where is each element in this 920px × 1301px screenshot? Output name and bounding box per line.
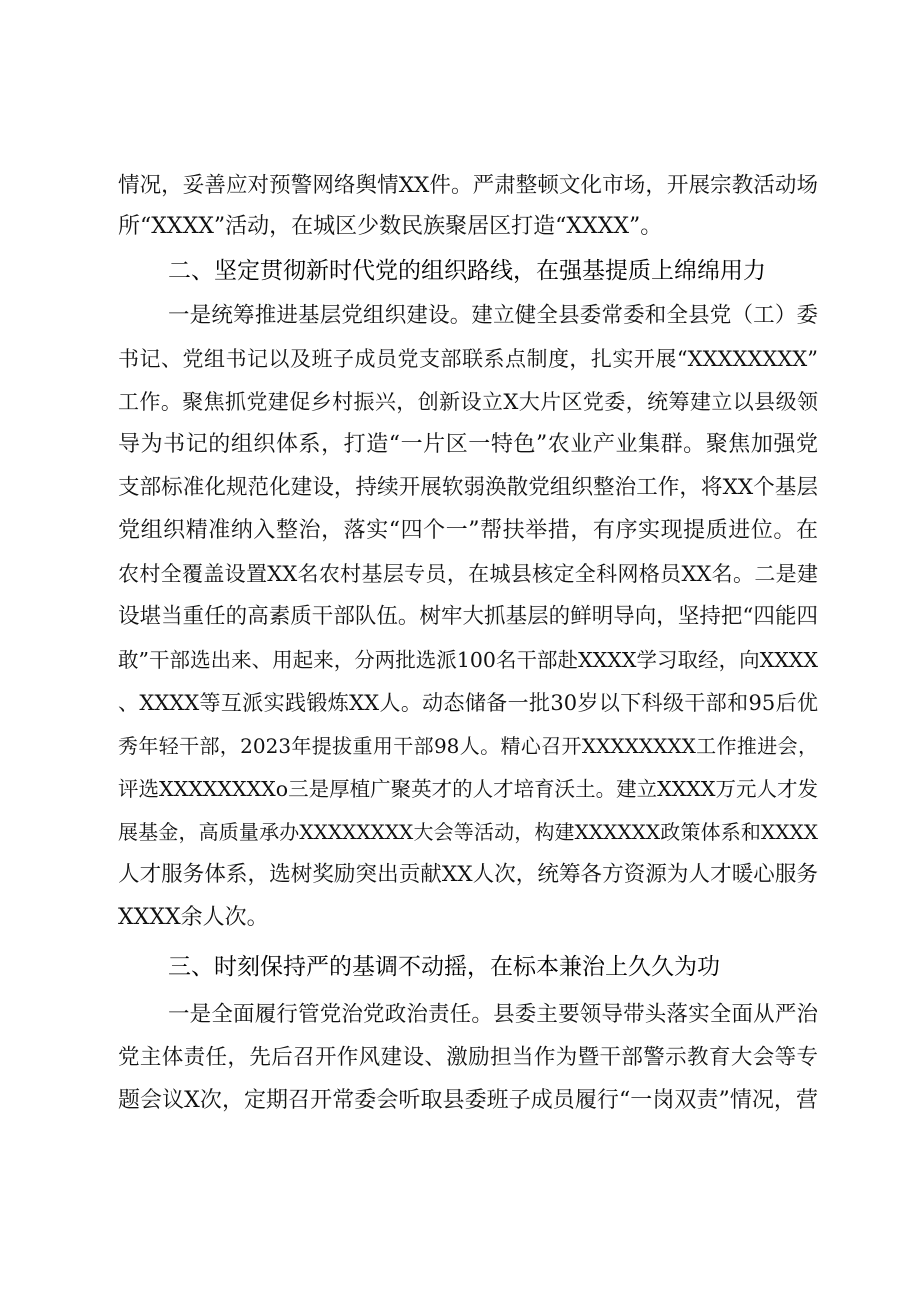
paragraph-line: 敢”干部选出来、用起来，分两批选派100名干部赴XXXX学习取经，向XXXX [118, 648, 818, 672]
paragraph-line: 、XXXX等互派实践锻炼XX人。动态储备一批30岁以下科级干部和95后优 [118, 691, 818, 715]
paragraph-line: XXXX余人次。 [118, 905, 269, 930]
paragraph-line: 秀年轻干部，2023年提拔重用干部98人。精心召开XXXXXXXX工作推进会， [118, 734, 818, 758]
paragraph-line: 所“XXXX”活动，在城区少数民族聚居区打造“XXXX”。 [118, 214, 663, 239]
paragraph-line: 支部标准化规范化建设，持续开展软弱涣散党组织整治工作，将XX个基层 [118, 475, 818, 500]
paragraph-line: 党组织精准纳入整治，落实“四个一”帮扶举措，有序实现提质进位。在 [118, 518, 818, 543]
paragraph-line: 一是全面履行管党治党政治责任。县委主要领导带头落实全面从严治 [168, 1002, 818, 1027]
paragraph-line: 情况，妥善应对预警网络舆情XX件。严肃整顿文化市场，开展宗教活动场 [118, 173, 818, 198]
paragraph-line: 展基金，高质量承办XXXXXXXX大会等活动，构建XXXXXX政策体系和XXXX [118, 820, 818, 844]
paragraph-line: 导为书记的组织体系，打造“一片区一特色”农业产业集群。聚焦加强党 [118, 432, 818, 457]
section-heading: 二、坚定贯彻新时代党的组织路线，在强基提质上绵绵用力 [168, 258, 766, 284]
paragraph-line: 评选XXXXXXXXo三是厚植广聚英才的人才培育沃土。建立XXXX万元人才发 [118, 777, 818, 801]
paragraph-line: 人才服务体系，选树奖励突出贡献XX人次，统筹各方资源为人才暖心服务 [118, 862, 818, 887]
paragraph-line: 农村全覆盖设置XX名农村基层专员，在城县核定全科网格员XX名。二是建 [118, 562, 818, 586]
paragraph-line: 工作。聚焦抓党建促乡村振兴，创新设立X大片区党委，统筹建立以县级领 [118, 390, 818, 414]
paragraph-line: 党主体责任，先后召开作风建设、激励担当作为暨干部警示教育大会等专 [118, 1045, 818, 1070]
paragraph-line: 书记、党组书记以及班子成员党支部联系点制度，扎实开展“XXXXXXXX” [118, 347, 818, 371]
paragraph-line: 设堪当重任的高素质干部队伍。树牢大抓基层的鲜明导向，坚持把“四能四 [118, 604, 818, 629]
paragraph-line: 题会议X次，定期召开常委会听取县委班子成员履行“一岗双责”情况，营 [118, 1088, 818, 1113]
paragraph-line: 一是统筹推进基层党组织建设。建立健全县委常委和全县党（工）委 [168, 303, 818, 328]
section-heading: 三、时刻保持严的基调不动摇，在标本兼治上久久为功 [168, 954, 720, 980]
